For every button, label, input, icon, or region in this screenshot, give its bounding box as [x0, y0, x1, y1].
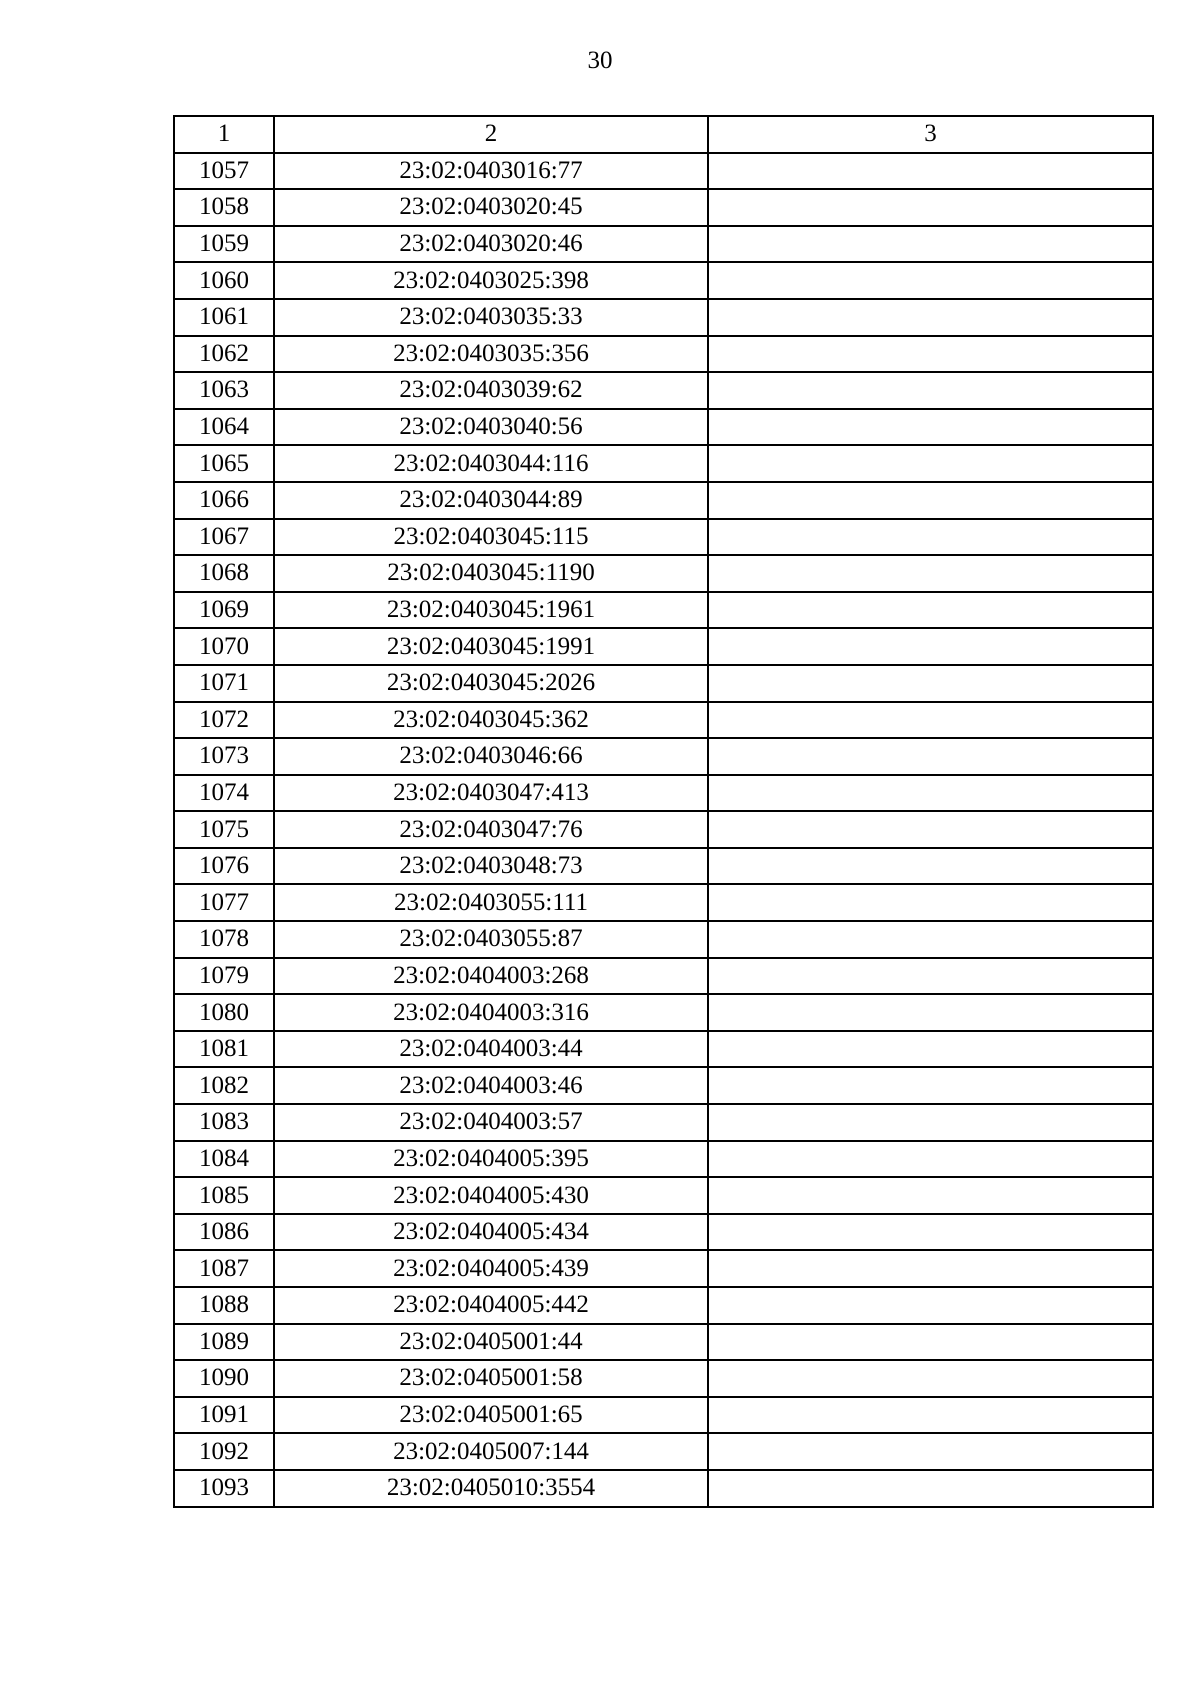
cadastral-number-cell: 23:02:0403048:73 [274, 848, 708, 885]
table-row [174, 445, 1153, 482]
column-3-cell [708, 1104, 1153, 1141]
column-3-cell [708, 299, 1153, 336]
row-number-cell: 1072 [174, 702, 274, 739]
column-3-cell [708, 921, 1153, 958]
table-row [174, 482, 1153, 519]
column-3-cell [708, 262, 1153, 299]
table-row [174, 1250, 1153, 1287]
table-row [174, 1324, 1153, 1361]
row-number-cell: 1079 [174, 958, 274, 995]
row-number-cell: 1074 [174, 775, 274, 812]
table-row [174, 1067, 1153, 1104]
column-3-cell [708, 153, 1153, 190]
row-number-cell: 1075 [174, 811, 274, 848]
column-3-cell [708, 884, 1153, 921]
cadastral-number-cell: 23:02:0403045:2026 [274, 665, 708, 702]
cadastral-number-cell: 23:02:0403044:116 [274, 445, 708, 482]
table-row [174, 1031, 1153, 1068]
cadastral-number-cell: 23:02:0404005:439 [274, 1250, 708, 1287]
cadastral-number-cell: 23:02:0403016:77 [274, 153, 708, 190]
row-number-cell: 1058 [174, 189, 274, 226]
column-3-cell [708, 1250, 1153, 1287]
cadastral-number-cell: 23:02:0403046:66 [274, 738, 708, 775]
table-row [174, 299, 1153, 336]
table-row [174, 1360, 1153, 1397]
row-number-cell: 1083 [174, 1104, 274, 1141]
column-3-cell [708, 628, 1153, 665]
row-number-cell: 1082 [174, 1067, 274, 1104]
cadastral-number-cell: 23:02:0403020:46 [274, 226, 708, 263]
cadastral-number-cell: 23:02:0403040:56 [274, 409, 708, 446]
table-row [174, 702, 1153, 739]
row-number-cell: 1062 [174, 336, 274, 373]
table-row [174, 1470, 1153, 1507]
row-number-cell: 1066 [174, 482, 274, 519]
column-3-cell [708, 372, 1153, 409]
table-row [174, 262, 1153, 299]
column-3-cell [708, 665, 1153, 702]
table-row [174, 555, 1153, 592]
table-row [174, 628, 1153, 665]
row-number-cell: 1087 [174, 1250, 274, 1287]
row-number-cell: 1070 [174, 628, 274, 665]
column-3-cell [708, 189, 1153, 226]
table-row [174, 189, 1153, 226]
row-number-cell: 1077 [174, 884, 274, 921]
cadastral-number-cell: 23:02:0404003:316 [274, 994, 708, 1031]
column-3-cell [708, 811, 1153, 848]
column-3-cell [708, 482, 1153, 519]
cadastral-number-cell: 23:02:0405001:44 [274, 1324, 708, 1361]
row-number-cell: 1060 [174, 262, 274, 299]
column-3-cell [708, 1031, 1153, 1068]
cadastral-number-cell: 23:02:0404003:46 [274, 1067, 708, 1104]
cadastral-number-cell: 23:02:0403045:362 [274, 702, 708, 739]
cadastral-number-cell: 23:02:0403035:33 [274, 299, 708, 336]
cadastral-number-cell: 23:02:0404003:44 [274, 1031, 708, 1068]
row-number-cell: 1084 [174, 1141, 274, 1178]
cadastral-number-cell: 23:02:0404005:442 [274, 1287, 708, 1324]
column-3-cell [708, 1177, 1153, 1214]
column-3-cell [708, 1324, 1153, 1361]
cadastral-number-cell: 23:02:0403045:115 [274, 519, 708, 556]
row-number-cell: 1086 [174, 1214, 274, 1251]
row-number-cell: 1067 [174, 519, 274, 556]
column-3-cell [708, 1287, 1153, 1324]
cadastral-number-cell: 23:02:0405007:144 [274, 1433, 708, 1470]
cadastral-number-cell: 23:02:0405001:65 [274, 1397, 708, 1434]
row-number-cell: 1061 [174, 299, 274, 336]
row-number-cell: 1059 [174, 226, 274, 263]
column-3-cell [708, 1470, 1153, 1507]
table-row [174, 958, 1153, 995]
column-3-cell [708, 226, 1153, 263]
cadastral-number-cell: 23:02:0403035:356 [274, 336, 708, 373]
table-header-row [174, 116, 1153, 153]
table-row [174, 153, 1153, 190]
table-row [174, 1177, 1153, 1214]
header-cell-1: 1 [174, 116, 274, 153]
row-number-cell: 1093 [174, 1470, 274, 1507]
row-number-cell: 1057 [174, 153, 274, 190]
row-number-cell: 1091 [174, 1397, 274, 1434]
table-row [174, 811, 1153, 848]
table-row [174, 884, 1153, 921]
cadastral-number-cell: 23:02:0403045:1961 [274, 592, 708, 629]
table-body [174, 116, 1153, 1507]
cadastral-number-cell: 23:02:0404005:395 [274, 1141, 708, 1178]
header-cell-3: 3 [708, 116, 1153, 153]
table-row [174, 519, 1153, 556]
row-number-cell: 1081 [174, 1031, 274, 1068]
row-number-cell: 1090 [174, 1360, 274, 1397]
cadastral-number-cell: 23:02:0403055:111 [274, 884, 708, 921]
table-row [174, 1214, 1153, 1251]
row-number-cell: 1065 [174, 445, 274, 482]
cadastral-number-cell: 23:02:0403055:87 [274, 921, 708, 958]
table-row [174, 409, 1153, 446]
column-3-cell [708, 1141, 1153, 1178]
column-3-cell [708, 775, 1153, 812]
row-number-cell: 1085 [174, 1177, 274, 1214]
table-row [174, 1141, 1153, 1178]
cadastral-number-cell: 23:02:0405010:3554 [274, 1470, 708, 1507]
cadastral-number-cell: 23:02:0404005:430 [274, 1177, 708, 1214]
row-number-cell: 1073 [174, 738, 274, 775]
cadastral-number-cell: 23:02:0403047:413 [274, 775, 708, 812]
cadastral-number-cell: 23:02:0403039:62 [274, 372, 708, 409]
table-row [174, 665, 1153, 702]
column-3-cell [708, 555, 1153, 592]
table-row [174, 1433, 1153, 1470]
cadastral-number-cell: 23:02:0403045:1190 [274, 555, 708, 592]
column-3-cell [708, 1397, 1153, 1434]
column-3-cell [708, 592, 1153, 629]
table-row [174, 1397, 1153, 1434]
table-row [174, 775, 1153, 812]
table-row [174, 848, 1153, 885]
column-3-cell [708, 1433, 1153, 1470]
header-cell-2: 2 [274, 116, 708, 153]
column-3-cell [708, 1214, 1153, 1251]
column-3-cell [708, 702, 1153, 739]
table-row [174, 1287, 1153, 1324]
column-3-cell [708, 958, 1153, 995]
cadastral-number-cell: 23:02:0403045:1991 [274, 628, 708, 665]
page-number: 30 [587, 47, 613, 74]
cadastral-number-cell: 23:02:0404005:434 [274, 1214, 708, 1251]
row-number-cell: 1088 [174, 1287, 274, 1324]
column-3-cell [708, 445, 1153, 482]
column-3-cell [708, 336, 1153, 373]
cadastral-number-cell: 23:02:0403025:398 [274, 262, 708, 299]
cadastral-number-cell: 23:02:0403044:89 [274, 482, 708, 519]
row-number-cell: 1071 [174, 665, 274, 702]
table-row [174, 1104, 1153, 1141]
row-number-cell: 1092 [174, 1433, 274, 1470]
table-row [174, 336, 1153, 373]
cadastral-number-cell: 23:02:0405001:58 [274, 1360, 708, 1397]
table-row [174, 592, 1153, 629]
table-row [174, 738, 1153, 775]
row-number-cell: 1069 [174, 592, 274, 629]
cadastral-number-cell: 23:02:0404003:268 [274, 958, 708, 995]
column-3-cell [708, 994, 1153, 1031]
row-number-cell: 1063 [174, 372, 274, 409]
row-number-cell: 1080 [174, 994, 274, 1031]
table-row [174, 372, 1153, 409]
column-3-cell [708, 519, 1153, 556]
column-3-cell [708, 848, 1153, 885]
row-number-cell: 1076 [174, 848, 274, 885]
row-number-cell: 1064 [174, 409, 274, 446]
row-number-cell: 1068 [174, 555, 274, 592]
row-number-cell: 1089 [174, 1324, 274, 1361]
column-3-cell [708, 409, 1153, 446]
column-3-cell [708, 738, 1153, 775]
column-3-cell [708, 1360, 1153, 1397]
row-number-cell: 1078 [174, 921, 274, 958]
cadastral-number-cell: 23:02:0404003:57 [274, 1104, 708, 1141]
cadastral-number-cell: 23:02:0403047:76 [274, 811, 708, 848]
column-3-cell [708, 1067, 1153, 1104]
table-row [174, 921, 1153, 958]
data-table [173, 115, 1154, 1508]
cadastral-number-cell: 23:02:0403020:45 [274, 189, 708, 226]
table-row [174, 994, 1153, 1031]
table-row [174, 226, 1153, 263]
